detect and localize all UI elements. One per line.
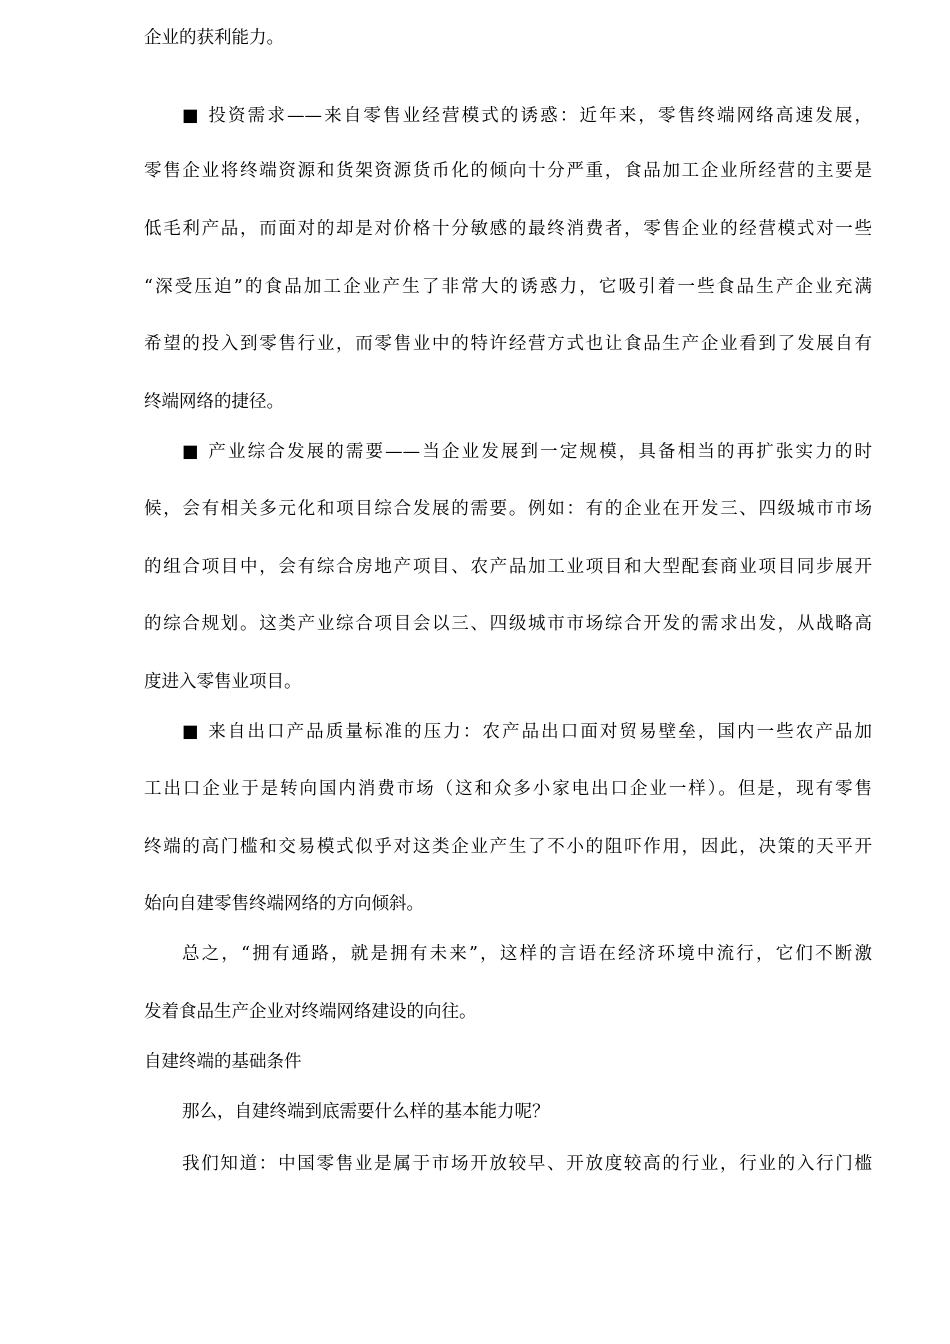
paragraph-line: 零售企业将终端资源和货架资源货币化的倾向十分严重，食品加工企业所经营的主要是 <box>144 161 872 181</box>
bullet-paragraph-investment: ■ 投资需求——来自零售业经营模式的诱惑：近年来，零售终端网络高速发展， <box>182 106 872 126</box>
paragraph-line: 企业的获利能力。 <box>144 28 284 48</box>
paragraph-line: 度进入零售业项目。 <box>144 672 302 692</box>
paragraph-line: 的组合项目中，会有综合房地产项目、农产品加工业项目和大型配套商业项目同步展开 <box>144 557 872 577</box>
section-heading: 自建终端的基础条件 <box>144 1052 302 1072</box>
paragraph-summary: 总之，“拥有通路，就是拥有未来”，这样的言语在经济环境中流行，它们不断激 <box>182 944 872 964</box>
paragraph-line: 的综合规划。这类产业综合项目会以三、四级城市市场综合开发的需求出发，从战略高 <box>144 614 872 634</box>
paragraph-line: 工出口企业于是转向国内消费市场（这和众多小家电出口企业一样）。但是，现有零售 <box>144 779 872 799</box>
paragraph-line: 发着食品生产企业对终端网络建设的向往。 <box>144 1002 477 1022</box>
bullet-paragraph-industry: ■ 产业综合发展的需要——当企业发展到一定规模，具备相当的再扩张实力的时 <box>182 442 872 462</box>
paragraph-line: 终端网络的捷径。 <box>144 392 284 412</box>
paragraph-line: “深受压迫”的食品加工企业产生了非常大的诱惑力，它吸引着一些食品生产企业充满 <box>144 277 872 297</box>
paragraph-line: 终端的高门槛和交易模式似乎对这类企业产生了不小的阻吓作用，因此，决策的天平开 <box>144 837 872 857</box>
paragraph-line: 候，会有相关多元化和项目综合发展的需要。例如：有的企业在开发三、四级城市市场 <box>144 499 872 519</box>
paragraph-line: 始向自建零售终端网络的方向倾斜。 <box>144 894 424 914</box>
bullet-paragraph-export: ■ 来自出口产品质量标准的压力：农产品出口面对贸易壁垒，国内一些农产品加 <box>182 722 872 742</box>
paragraph-line: 我们知道：中国零售业是属于市场开放较早、开放度较高的行业，行业的入行门槛 <box>182 1154 872 1174</box>
paragraph-question: 那么，自建终端到底需要什么样的基本能力呢？ <box>182 1102 550 1122</box>
paragraph-line: 希望的投入到零售行业，而零售业中的特许经营方式也让食品生产企业看到了发展自有 <box>144 334 872 354</box>
paragraph-line: 低毛利产品，而面对的却是对价格十分敏感的最终消费者，零售企业的经营模式对一些 <box>144 219 872 239</box>
